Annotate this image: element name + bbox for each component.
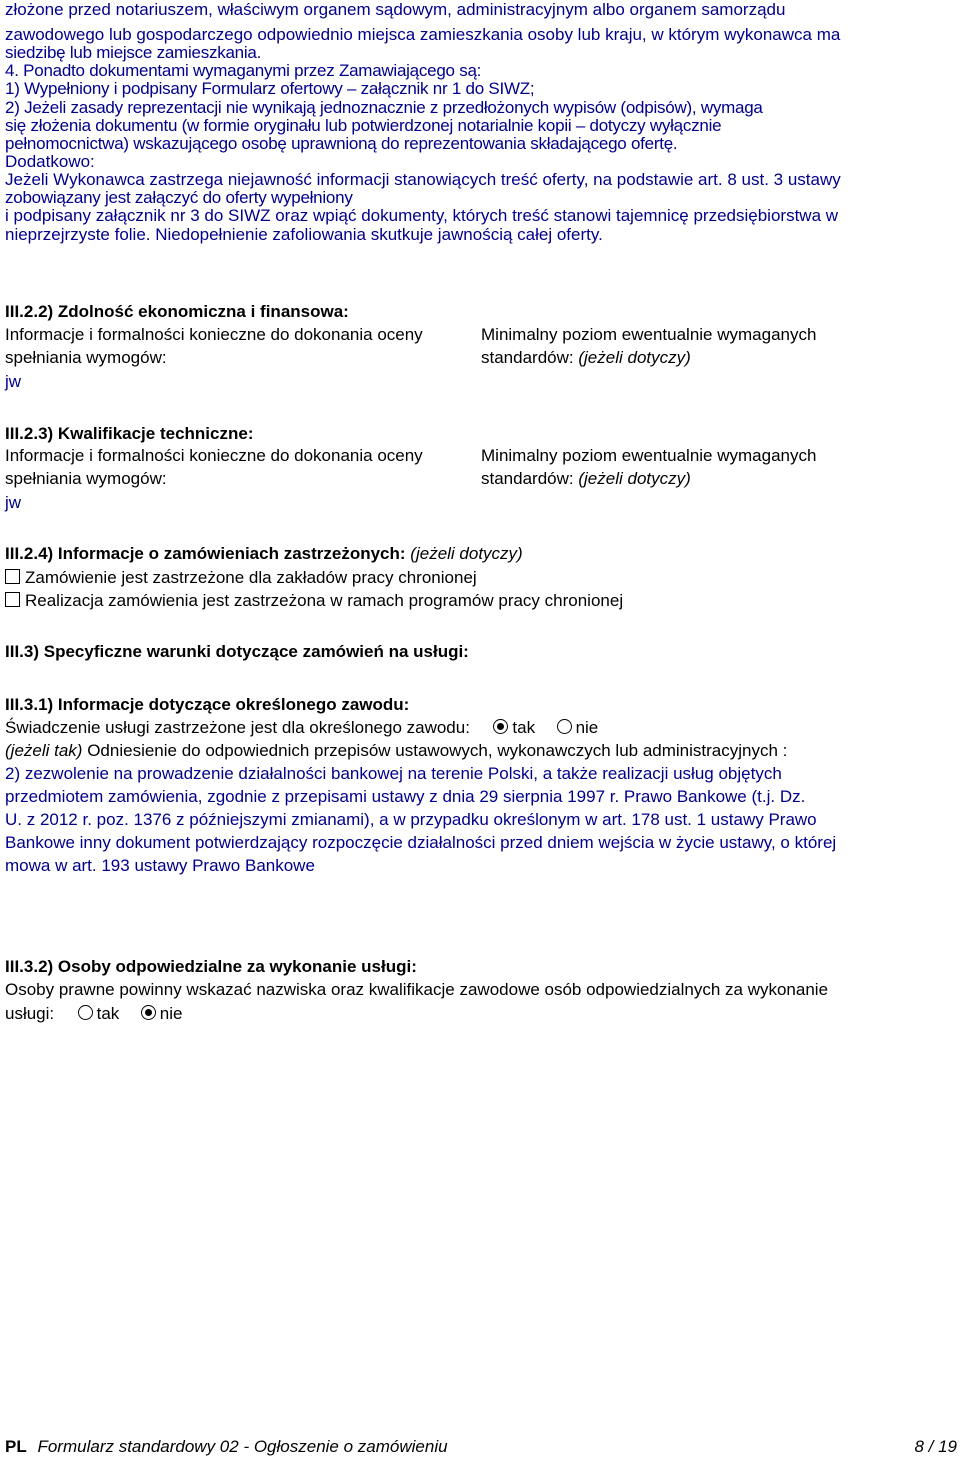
min-standards-label: Minimalny poziom ewentualnie wymaganych bbox=[481, 446, 817, 465]
requirements-label: Informacje i formalności konieczne do dokonania oceny bbox=[5, 446, 423, 465]
page-number: 8 / 19 bbox=[914, 1437, 957, 1456]
checkbox[interactable] bbox=[5, 592, 20, 607]
reference-label: Odniesienie do odpowiednich przepisów ustawowych, wykonawczych lub administracyjnych : bbox=[87, 741, 788, 760]
reference-answer-line: U. z 2012 r. poz. 1376 z późniejszymi zmianami), a w przypadku określonym w art. 178 ust. 1 ustawy Prawo bbox=[5, 810, 817, 829]
text-line: pełnomocnictwa) wskazującego osobę uprawnioną do reprezentowania składającego ofertę. bbox=[5, 134, 678, 153]
min-standards-label-cont bbox=[481, 469, 691, 489]
requirements-label: Informacje i formalności konieczne do dokonania oceny bbox=[5, 325, 423, 344]
checkbox-label: Realizacja zamówienia jest zastrzeżona w ramach programów pracy chronionej bbox=[25, 591, 624, 610]
section-heading: III.3.2) Osoby odpowiedzialne za wykonanie usługi: bbox=[5, 957, 417, 976]
radio-yes-label: tak bbox=[512, 718, 536, 737]
text-line: 1) Wypełniony i podpisany Formularz ofertowy – załącznik nr 1 do SIWZ; bbox=[5, 79, 535, 98]
text-line: 2) Jeżeli zasady reprezentacji nie wynikają jednoznacznie z przedłożonych wypisów (odpisów), wymaga bbox=[5, 98, 763, 117]
profession-question-row bbox=[5, 718, 598, 738]
text-line: i podpisany załącznik nr 3 do SIWZ oraz wpiąć dokumenty, których treść stanowi tajemnicę przedsiębiorstwa w bbox=[5, 206, 839, 225]
radio-yes[interactable] bbox=[78, 1005, 93, 1020]
min-standards-label-cont bbox=[481, 348, 691, 368]
section-heading-row bbox=[5, 544, 523, 564]
if-applicable-note: (jeżeli dotyczy) bbox=[578, 348, 691, 367]
requirements-value: jw bbox=[5, 493, 22, 512]
text-line: nieprzejrzyste folie. Niedopełnienie zafoliowania skutkuje jawnością całej oferty. bbox=[5, 225, 603, 244]
requirements-label-cont: spełniania wymogów: bbox=[5, 469, 167, 488]
reference-answer-line: przedmiotem zamówienia, zgodnie z przepisami ustawy z dnia 29 sierpnia 1997 r. Prawo Bankowe (t.j. Dz. bbox=[5, 787, 806, 806]
text-line: się złożenia dokumentu (w formie oryginału lub potwierdzonej notarialnie kopii – dotyczy wyłącznie bbox=[5, 116, 722, 135]
reference-answer-line: 2) zezwolenie na prowadzenie działalności bankowej na terenie Polski, a także realizacji usług objętych bbox=[5, 764, 782, 783]
radio-yes-label: tak bbox=[96, 1004, 120, 1023]
section-heading: III.2.3) Kwalifikacje techniczne: bbox=[5, 424, 254, 443]
if-applicable-note: (jeżeli dotyczy) bbox=[578, 469, 691, 488]
section-heading: III.3.1) Informacje dotyczące określonego zawodu: bbox=[5, 695, 410, 714]
persons-text-cont: usługi: bbox=[5, 1004, 55, 1023]
standards-word: standardów: bbox=[481, 348, 574, 367]
page-footer bbox=[5, 1437, 957, 1457]
profession-question: Świadczenie usługi zastrzeżone jest dla określonego zawodu: bbox=[5, 718, 470, 737]
reference-row bbox=[5, 741, 787, 761]
requirements-label-cont: spełniania wymogów: bbox=[5, 348, 167, 367]
text-line: złożone przed notariuszem, właściwym organem sądowym, administracyjnym albo organem samorządu bbox=[5, 0, 786, 19]
if-yes-note: (jeżeli tak) bbox=[5, 741, 83, 760]
text-line: Jeżeli Wykonawca zastrzega niejawność informacji stanowiących treść oferty, na podstawie art. 8 ust. 3 ustawy bbox=[5, 170, 841, 189]
requirements-value: jw bbox=[5, 372, 22, 391]
section-heading: III.2.4) Informacje o zamówieniach zastrzeżonych: bbox=[5, 544, 406, 563]
text-line: 4. Ponadto dokumentami wymaganymi przez Zamawiającego są: bbox=[5, 61, 482, 80]
reserved-option-1[interactable] bbox=[5, 568, 477, 588]
radio-no-label: nie bbox=[159, 1004, 183, 1023]
standards-word: standardów: bbox=[481, 469, 574, 488]
min-standards-label: Minimalny poziom ewentualnie wymaganych bbox=[481, 325, 817, 344]
reference-answer-line: Bankowe inny dokument potwierdzający rozpoczęcie działalności przed dniem wejścia w życie ustawy, o której bbox=[5, 833, 837, 852]
persons-question-row bbox=[5, 1004, 182, 1024]
if-applicable-note: (jeżeli dotyczy) bbox=[410, 544, 523, 563]
text-line: zawodowego lub gospodarczego odpowiednio miejsca zamieszkania osoby lub kraju, w którym wykonawca ma bbox=[5, 25, 841, 44]
section-heading: III.2.2) Zdolność ekonomiczna i finansowa: bbox=[5, 302, 349, 321]
reference-answer-line: mowa w art. 193 ustawy Prawo Bankowe bbox=[5, 856, 315, 875]
radio-no[interactable] bbox=[557, 719, 572, 734]
form-title: Formularz standardowy 02 - Ogłoszenie o zamówieniu bbox=[37, 1437, 448, 1456]
language-code: PL bbox=[5, 1437, 27, 1456]
persons-text: Osoby prawne powinny wskazać nazwiska oraz kwalifikacje zawodowe osób odpowiedzialnych za wykonanie bbox=[5, 980, 829, 999]
text-line: siedzibę lub miejsce zamieszkania. bbox=[5, 43, 262, 62]
section-heading: III.3) Specyficzne warunki dotyczące zamówień na usługi: bbox=[5, 642, 469, 661]
radio-yes[interactable] bbox=[493, 719, 508, 734]
text-line: zobowiązany jest załączyć do oferty wypełniony bbox=[5, 188, 353, 207]
checkbox[interactable] bbox=[5, 569, 20, 584]
checkbox-label: Zamówienie jest zastrzeżone dla zakładów pracy chronionej bbox=[25, 568, 477, 587]
radio-no-label: nie bbox=[575, 718, 599, 737]
reserved-option-2[interactable] bbox=[5, 591, 623, 611]
text-line: Dodatkowo: bbox=[5, 152, 95, 171]
radio-no[interactable] bbox=[141, 1005, 156, 1020]
